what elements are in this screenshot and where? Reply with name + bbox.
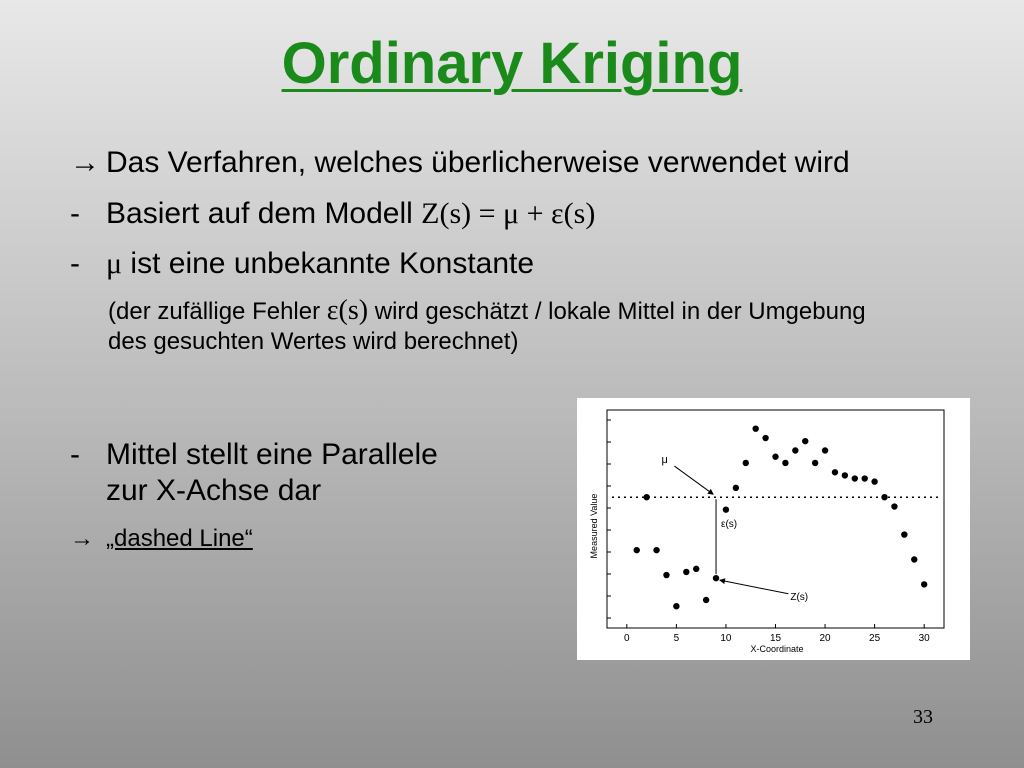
x-tick-label: 25 xyxy=(869,633,881,644)
data-point xyxy=(733,485,739,491)
data-point xyxy=(901,531,907,537)
dashed-line-link[interactable]: „dashed Line“ xyxy=(106,525,253,552)
note-text: (der zufällige Fehler xyxy=(108,298,327,325)
data-point xyxy=(703,597,709,603)
data-point xyxy=(832,469,838,475)
epsilon-symbol: ε(s) xyxy=(326,295,369,326)
mu-symbol: μ xyxy=(106,247,123,280)
z-arrow xyxy=(720,580,788,594)
x-tick-label: 15 xyxy=(769,633,782,644)
data-point xyxy=(634,547,640,553)
x-tick-label: 5 xyxy=(673,633,680,644)
x-axis-label: X-Coordinate xyxy=(750,644,804,654)
data-point xyxy=(683,569,689,575)
data-point xyxy=(762,435,768,441)
data-point xyxy=(772,454,778,460)
data-point xyxy=(862,475,868,481)
x-tick-label: 30 xyxy=(918,633,930,644)
x-tick-label: 10 xyxy=(720,633,732,644)
mu-arrow xyxy=(674,466,713,494)
note-paragraph xyxy=(108,296,888,357)
epsilon-label: ε(s) xyxy=(721,518,738,530)
data-point xyxy=(743,460,749,466)
scatter-chart xyxy=(577,398,970,660)
bullet-dashed-line xyxy=(70,524,253,554)
bullet-modell xyxy=(70,196,595,232)
data-point xyxy=(921,581,927,587)
bullet-verfahren xyxy=(70,145,850,181)
data-point xyxy=(842,472,848,478)
bullet-text: Basiert auf dem Modell xyxy=(106,197,422,230)
x-tick-label: 20 xyxy=(819,633,831,644)
data-point xyxy=(653,547,659,553)
data-point xyxy=(723,506,729,512)
data-point xyxy=(752,425,758,431)
kriging-figure xyxy=(577,398,970,660)
data-point xyxy=(663,572,669,578)
data-point xyxy=(792,447,798,453)
data-point xyxy=(782,460,788,466)
data-point xyxy=(673,603,679,609)
data-point xyxy=(871,478,877,484)
data-point xyxy=(693,566,699,572)
data-point xyxy=(812,460,818,466)
data-point xyxy=(643,494,649,500)
data-point xyxy=(881,494,887,500)
bullet-mittel xyxy=(70,437,438,509)
dash-marker: - xyxy=(70,438,80,471)
plot-frame xyxy=(607,410,944,628)
arrow-icon: → xyxy=(70,146,100,179)
bullet-text: zur X-Achse dar xyxy=(106,474,322,507)
model-formula: Z(s) = μ + ε(s) xyxy=(421,197,596,230)
bullet-text: Das Verfahren, welches überlicherweise verwendet wird xyxy=(106,146,850,179)
bullet-text: Mittel stellt eine Parallele xyxy=(106,438,438,471)
page-number: 33 xyxy=(913,706,933,728)
dash-marker: - xyxy=(70,197,80,230)
bullet-konstante xyxy=(70,246,534,282)
mu-label: μ xyxy=(661,453,668,466)
data-point xyxy=(822,447,828,453)
data-point xyxy=(713,575,719,581)
arrow-icon: → xyxy=(70,525,94,552)
y-axis-label: Measured Value xyxy=(589,493,599,559)
z-label: Z(s) xyxy=(790,591,809,603)
dash-marker: - xyxy=(70,247,80,280)
data-point xyxy=(852,475,858,481)
data-point xyxy=(802,438,808,444)
x-tick-label: 0 xyxy=(624,633,630,644)
data-point xyxy=(891,503,897,509)
data-point xyxy=(911,556,917,562)
note-text: wird geschätzt / lokale Mittel in der Umgebung des gesuchten Wertes wird berechnet) xyxy=(108,298,866,355)
slide-title: Ordinary Kriging xyxy=(281,31,743,96)
bullet-text: ist eine unbekannte Konstante xyxy=(122,247,535,280)
